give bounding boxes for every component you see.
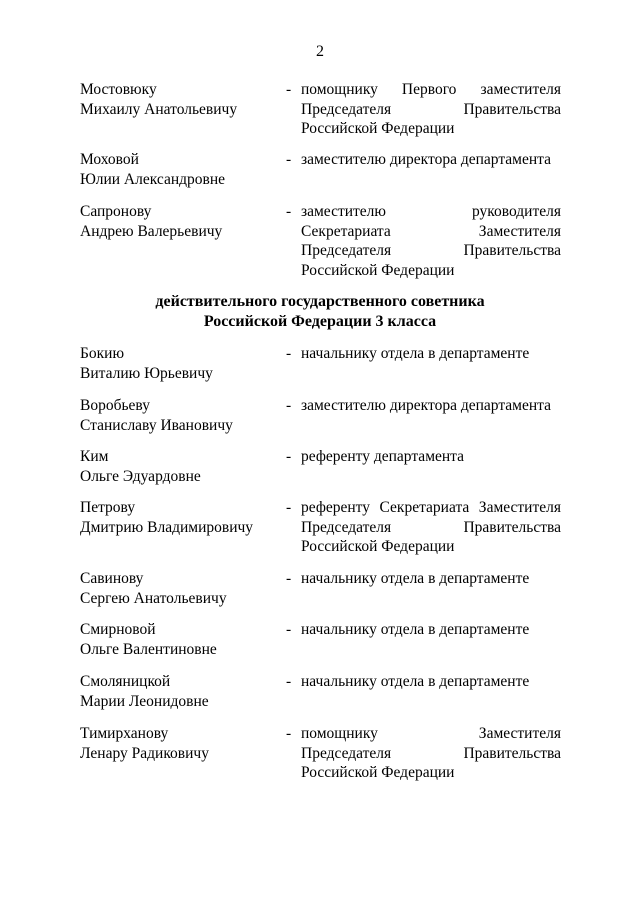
- person-name: [80, 724, 280, 763]
- first-name: Марии Леонидовне: [80, 692, 209, 710]
- surname: Ким: [80, 448, 109, 465]
- person-name: [80, 344, 280, 383]
- surname: Моховой: [80, 151, 139, 168]
- position-title: [301, 447, 561, 467]
- position-line: заместителю директора департамента: [301, 397, 551, 414]
- position-title: [301, 724, 561, 783]
- person-name: [80, 202, 280, 241]
- person-name: [80, 569, 280, 608]
- position-line: начальнику отдела в департаменте: [301, 345, 530, 362]
- dash-separator: -: [286, 570, 292, 587]
- dash-separator: -: [286, 448, 292, 465]
- person-name: [80, 498, 280, 537]
- first-name: Сергею Анатольевичу: [80, 589, 227, 607]
- position-title: [301, 672, 561, 692]
- dash-separator: -: [286, 345, 292, 362]
- position-title: [301, 80, 561, 139]
- dash-separator: -: [286, 621, 292, 638]
- first-name: Виталию Юрьевичу: [80, 364, 213, 382]
- person-name: [80, 620, 280, 659]
- position-line: Секретариата Заместителя: [301, 222, 561, 240]
- position-title: [301, 498, 561, 557]
- position-line: Российской Федерации: [301, 764, 455, 782]
- position-line: заместителю директора департамента: [301, 151, 551, 168]
- position-line: помощнику Заместителя: [301, 725, 561, 742]
- first-name: Ленару Радиковичу: [80, 744, 209, 762]
- position-line: Российской Федерации: [301, 261, 455, 279]
- surname: Петрову: [80, 499, 136, 516]
- dash-separator: -: [286, 81, 292, 98]
- dash-separator: -: [286, 203, 292, 220]
- page-number: 2: [316, 43, 324, 60]
- position-title: [301, 150, 561, 170]
- position-line: заместителю руководителя: [301, 203, 561, 220]
- position-line: референту департамента: [301, 448, 465, 465]
- dash-separator: -: [286, 397, 292, 414]
- position-line: Председателя Правительства: [301, 744, 561, 762]
- section-heading: [0, 292, 640, 331]
- surname: Тимирханову: [80, 725, 169, 742]
- first-name: Юлии Александровне: [80, 170, 226, 188]
- position-line: Председателя Правительства: [301, 242, 561, 260]
- surname: Савинову: [80, 570, 144, 587]
- dash-separator: -: [286, 725, 292, 742]
- position-title: [301, 202, 561, 280]
- position-line: начальнику отдела в департаменте: [301, 673, 530, 690]
- position-line: помощнику Первого заместителя: [301, 81, 561, 98]
- person-name: [80, 672, 280, 711]
- position-line: начальнику отдела в департаменте: [301, 621, 530, 638]
- position-line: начальнику отдела в департаменте: [301, 570, 530, 587]
- first-name: Ольге Эдуардовне: [80, 467, 201, 485]
- position-title: [301, 620, 561, 640]
- section-heading-line: действительного государственного советника: [155, 293, 485, 310]
- person-name: [80, 447, 280, 486]
- first-name: Ольге Валентиновне: [80, 640, 217, 658]
- dash-separator: -: [286, 151, 292, 168]
- surname: Сапронову: [80, 203, 152, 220]
- person-name: [80, 80, 280, 119]
- position-line: Председателя Правительства: [301, 518, 561, 536]
- first-name: Михаилу Анатольевичу: [80, 100, 238, 118]
- section-heading-line: Российской Федерации 3 класса: [203, 312, 437, 330]
- position-line: Российской Федерации: [301, 120, 455, 138]
- position-line: Российской Федерации: [301, 538, 455, 556]
- first-name: Станиславу Ивановичу: [80, 416, 233, 434]
- position-title: [301, 396, 561, 416]
- dash-separator: -: [286, 673, 292, 690]
- surname: Воробьеву: [80, 397, 150, 414]
- surname: Мостовюку: [80, 81, 157, 98]
- position-line: Председателя Правительства: [301, 100, 561, 118]
- surname: Смоляницкой: [80, 673, 171, 690]
- first-name: Андрею Валерьевичу: [80, 222, 223, 240]
- surname: Смирновой: [80, 621, 156, 638]
- person-name: [80, 396, 280, 435]
- position-title: [301, 344, 561, 364]
- dash-separator: -: [286, 499, 292, 516]
- first-name: Дмитрию Владимировичу: [80, 518, 254, 536]
- person-name: [80, 150, 280, 189]
- position-line: референту Секретариата Заместителя: [301, 499, 561, 516]
- surname: Бокию: [80, 345, 125, 362]
- position-title: [301, 569, 561, 589]
